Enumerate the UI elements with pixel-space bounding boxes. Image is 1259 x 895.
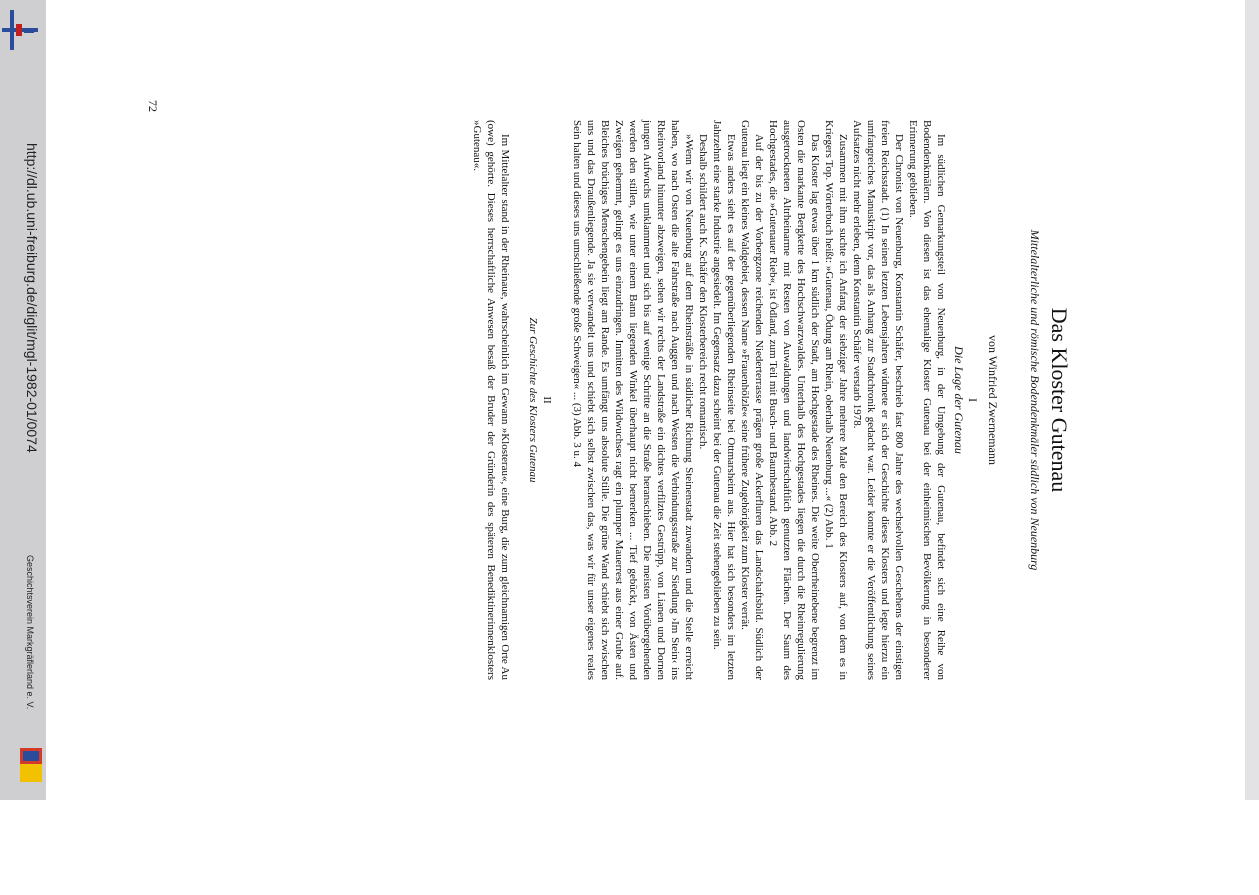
section-title: Die Lage der Gutenau (952, 346, 966, 454)
article-subtitle: Mittelalterliche und römische Bodendenkmäler südlich von Neuenburg (1028, 229, 1042, 571)
library-logo-icon (2, 10, 38, 50)
paragraph: Etwas anders sieht es auf der gegenüberliegenden Rheinseite bei Ottmarsheim aus. Hier hat sich besonders im letzten Jahrzehnt eine starke Industrie angesiedelt. Im Gegensatz dazu scheint bei der Gutenau die Zeit stehengeblieben zu sein. (711, 120, 737, 680)
paragraph: Zusammen mit ihm suchte ich Anfang der siebziger Jahre mehrere Male den Bereich des Klosters auf, von dem es in Kriegers Top. Wörterbuch heißt: »Gutenau, Ödung am Rhein, oberhalb Neuenburg ...« (2) Abb. 1 (823, 120, 849, 680)
article-title: Das Kloster Gutenau (1047, 307, 1072, 493)
rotated-page-content (146, 100, 1120, 700)
publisher-name: Geschichtsverein Markgräflerland e. V. (25, 555, 35, 710)
article-body (470, 120, 948, 680)
section-number: II (541, 396, 553, 404)
viewer-right-sidebar (1245, 0, 1259, 800)
page-number: 72 (146, 100, 160, 112)
paragraph: Deshalb schildert auch K. Schäfer den Klosterbereich recht romantisch. (697, 134, 709, 450)
coat-of-arms-icon (20, 748, 42, 782)
paragraph: Auf der bis zu der Vorbergzone reichenden Niederterrasse prägen große Ackerfluren das Landschaftsbild. Südlich der Gutenau liegt ein kleines Waldgebiet, dessen Name »Frauenhölzle« seine frühere Zugehörigkeit zum Kloster verrät. (739, 120, 765, 680)
article-author: von Winfried Zwernemann (986, 335, 1000, 465)
section-number: I (966, 398, 980, 402)
paragraph: Im südlichen Gemarkungsteil von Neuenburg, in der Umgebung der Gutenau, befindet sich eine Reihe von Bodendenkmälern. Von diesen ist das ehemalige Kloster Gutenau bei der einheimischen Bevölkerung in besonderer Erinnerung geblieben. (907, 120, 947, 680)
source-url[interactable]: http://dl.ub.uni-freiburg.de/diglit/mgl-1982-01/0074 (24, 143, 40, 453)
block-quote: »Wenn wir von Neuenburg auf dem Rheinsträßle in südlicher Richtung Steinenstadt zuwandern und die Stelle erreicht haben, wo nach Osten die alte Fahrstraße nach Auggen und nach Westen die Verbindungsstraße zur Siedlung ›Im Stein‹ ins Rheinvorland hinunter abzweigen, sehen wir rechts der Landstraße ein dichtes verfilztes Gestrüpp, von Lianen und Dornen jungen Aufwuchs umklammert und sich bis auf wenige Schritte an die Straße heranschieben. Die meisten Vorübergehenden werden den stillen, wie unter einem Bann liegenden Winkel überhaupt nicht bemerken ... Tief gebückt, von Ästen und Zweigen gehemmt, gelingt es uns einzudringen. Inmitten des Wildwuchses ragt ein plumper Mauerrest aus einer Grube auf. Bleiches brüchiges Menschengebein liegt am Rande. Es umfängt uns absolute Stille. Die grüne Wand schiebt sich zwischen uns und das Draußenliegende. Ja sie verwandelt uns und schiebt sich selbst zwischen das, was wir für unser eigenes reales Sein halten und dieses uns umschließende große Schweigen« ... (3) Abb. 3 u. 4 (571, 120, 695, 680)
section-title: Zur Geschichte des Klosters Gutenau (527, 317, 539, 483)
paragraph: Im Mittelalter stand in der Rheinaue, wahrscheinlich im Gewann »Klosterau«, eine Burg, die zum gleichnamigen Orte Au (owe) gehörte. Dieses herrschaftliche Anwesen besaß der Bruder der Gründerin des späteren Benediktinerinnenklosters »Gutenau«. (471, 120, 511, 680)
paragraph: Der Chronist von Neuenburg, Konstantin Schäfer, beschrieb fast 800 Jahre des wechselvollen Geschehens der einstigen freien Reichsstadt. (1) In seinen letzten Lebensjahren widmete er sich der Geschichte dieses Klosters und legte hierzu ein umfangreiches Manuskript vor, das als Anhang zur Stadtchronik gedacht war. Leider konnte er die Veröffentlichung seines Aufsatzes nicht mehr erleben, denn Konstantin Schäfer verstarb 1978. (851, 120, 905, 680)
paragraph: Das Kloster lag etwas über 1 km südlich der Stadt, am Hochgestade des Rheines. Die weite Oberrheinebene begrenzt im Osten die markante Bergkette des Hochschwarzwaldes. Unterhalb des Hochgestades liegen die durch die Rheinregulierung ausgetrockneten Altrheinarme mit Resten von Auwaldungen und landwirtschaftlich genutzten Flächen. Der Saum des Hochgestades, die »Gutenauer Rieb«, ist Ödland, zum Teil mit Busch- und Baumbestand. Abb. 2 (767, 120, 821, 680)
document-page (146, 100, 1120, 700)
